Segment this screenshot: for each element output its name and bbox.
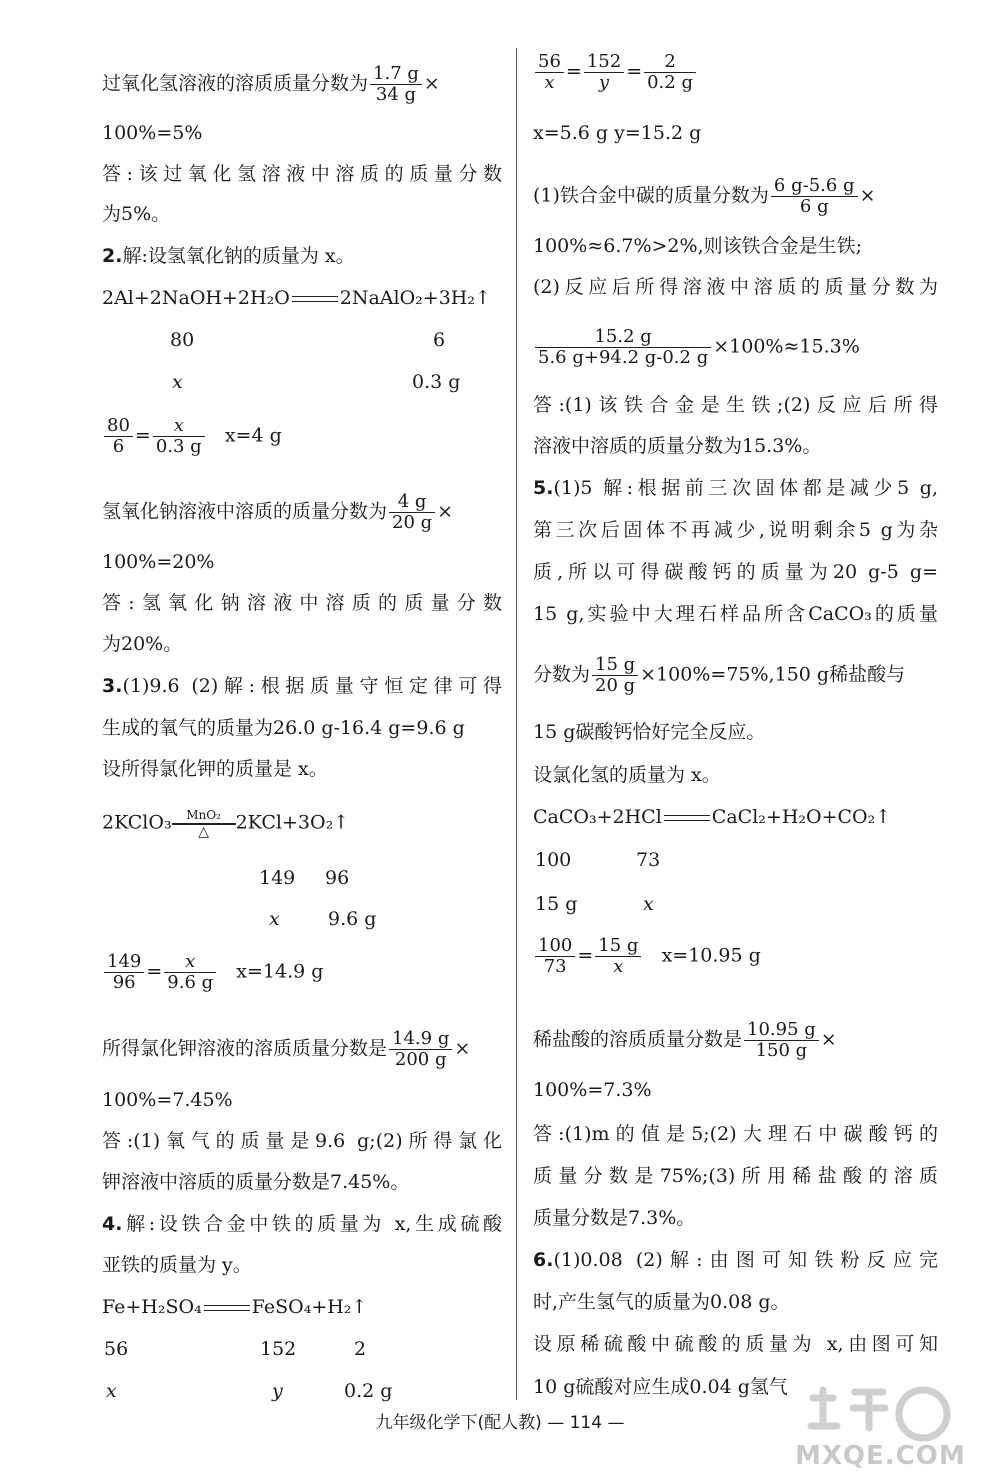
ratio-value: x [106,1380,117,1402]
proportion: $\frac{100}{73}$ = $\frac{15 g}{x}$ x=10.95 g [533,936,761,977]
ratio-value: 80 [170,329,195,351]
ratio-value: 0.2 g [344,1380,393,1402]
ratio-value: 6 [433,329,446,351]
text-line: 钾溶液中溶质的质量分数是7.45%。 [102,1171,410,1193]
ratio-value: x [172,371,183,393]
ratio-value: 73 [636,849,661,871]
fraction: $\frac{x}{9.6 g}$ [164,952,216,993]
ratio-value: 56 [104,1338,129,1360]
fraction: $\frac{149}{96}$ [104,952,144,993]
ratio-value: 149 [259,867,296,889]
question-4-heading: 4.解:设铁合金中铁的质量为 x,生成硫酸 [102,1213,502,1235]
text-line: 稀盐酸的溶质质量分数是 $\frac{10.95 g}{150 g}$ × [533,1019,837,1061]
proportion: $\frac{80}{6}$ = $\frac{x}{0.3 g}$ x=4 g [102,416,282,457]
text-line: 100%≈6.7%>2%,则该铁合金是生铁; [533,235,863,257]
text-line: 答:(1)m的值是5;(2)大理石中碳酸钙的 [533,1123,938,1145]
text-line: 10 g硫酸对应生成0.04 g氢气 [533,1376,788,1398]
text-line: 15 g,实验中大理石样品所含CaCO₃的质量 [533,603,938,625]
fraction: $\frac{2}{0.2 g}$ [644,52,696,93]
fraction: $\frac{10.95 g}{150 g}$ [744,1020,819,1061]
equals-sign [664,815,710,821]
text-line: 质量分数是75%;(3)所用稀盐酸的溶质 [533,1165,938,1187]
page-footer: 九年级化学下(配人教) — 114 — [375,1413,625,1433]
text-line: 质,所以可得碳酸钙的质量为20 g-5 g= [533,561,938,583]
chemical-equation: 2Al+2NaOH+2H₂O 2NaAlO₂+3H₂↑ [102,287,491,309]
text-line: 分数为 $\frac{15 g}{20 g}$ ×100%=75%,150 g稀盐酸与 [533,654,906,696]
equals-sign [292,296,338,302]
fraction: $\frac{15.2 g}{5.6 g+94.2 g-0.2 g}$ [535,327,711,368]
proportion: $\frac{149}{96}$ = $\frac{x}{9.6 g}$ x=14.9 g [102,952,323,993]
text-line: 100%=7.3% [533,1079,652,1101]
text-line: x=5.6 g y=15.2 g [533,122,702,144]
text-line: 15 g碳酸钙恰好完全反应。 [533,721,766,743]
text-line: 所得氯化钾溶液的溶质质量分数是 $\frac{14.9 g}{200 g}$ × [102,1028,471,1070]
text-line: 答:(1)氧气的质量是9.6 g;(2)所得氯化 [102,1130,502,1152]
question-5-heading: 5.(1)5 解:根据前三次固体都是减少5 g, [533,477,938,499]
reaction-condition: MnO₂ △ [172,808,236,839]
question-2-heading: 2.解:设氢氧化钠的质量为 x。 [102,245,355,267]
text-line: 时,产生氢气的质量为0.08 g。 [533,1291,790,1313]
watermark-text: MXQE.COM [795,1441,966,1471]
ratio-value: 100 [535,849,572,871]
question-6-heading: 6.(1)0.08 (2)解:由图可知铁粉反应完 [533,1249,938,1271]
text-line: 100%=5% [102,122,203,144]
fraction: $\frac{15 g}{x}$ [595,936,641,977]
text-line: 设所得氯化钾的质量是 x。 [102,758,328,780]
fraction: $\frac{152}{y}$ [584,52,624,93]
chemical-equation: Fe+H₂SO₄ FeSO₄+H₂↑ [102,1296,368,1318]
text-line: 亚铁的质量为 y。 [102,1254,252,1276]
text-line: 答:氢氧化钠溶液中溶质的质量分数 [102,592,502,614]
fraction: $\frac{100}{73}$ [535,936,575,977]
text-line: 生成的氧气的质量为26.0 g-16.4 g=9.6 g [102,717,465,739]
ratio-value: 15 g [535,893,578,915]
proportion: $\frac{56}{x}$ = $\frac{152}{y}$ = $\frac{2}{0.2 g}$ [533,52,698,93]
question-3-heading: 3.(1)9.6 (2)解:根据质量守恒定律可得 [102,675,502,697]
text-line: 答:(1)该铁合金是生铁;(2)反应后所得 [533,394,938,416]
ratio-value: 2 [354,1338,367,1360]
text-line: 设氯化氢的质量为 x。 [533,764,721,786]
text-line: 设原稀硫酸中硫酸的质量为 x,由图可知 [533,1333,938,1355]
chemical-equation: CaCO₃+2HCl CaCl₂+H₂O+CO₂↑ [533,806,892,828]
fraction: $\frac{6 g-5.6 g}{6 g}$ [771,176,858,217]
ratio-value: 152 [260,1338,297,1360]
text-line: 过氧化氢溶液的溶质质量分数为 $\frac{1.7 g}{34 g}$ × [102,63,440,105]
ratio-value: y [272,1380,283,1402]
text-line: 溶液中溶质的质量分数为15.3%。 [533,435,822,457]
fraction: $\frac{80}{6}$ [104,416,133,457]
ratio-value: x [269,908,280,930]
text-line: (1)铁合金中碳的质量分数为 $\frac{6 g-5.6 g}{6 g}$ × [533,175,876,217]
fraction: $\frac{56}{x}$ [535,52,564,93]
text-line: $\frac{15.2 g}{5.6 g+94.2 g-0.2 g}$ ×100%≈15.3% [533,327,860,368]
text-line: 氢氧化钠溶液中溶质的质量分数为 $\frac{4 g}{20 g}$ × [102,491,454,533]
text-line: 为20%。 [102,633,183,655]
ratio-value: x [643,893,654,915]
fraction: $\frac{1.7 g}{34 g}$ [370,64,422,105]
column-divider [516,48,517,1400]
fraction: $\frac{4 g}{20 g}$ [389,492,435,533]
text-line: 答:该过氧化氢溶液中溶质的质量分数 [102,163,502,185]
text-line: 为5%。 [102,203,171,225]
fraction: $\frac{15 g}{20 g}$ [592,655,638,696]
text-line: 100%=20% [102,551,215,573]
ratio-value: 9.6 g [328,908,377,930]
text-line: 第三次后固体不再减少,说明剩余5 g为杂 [533,519,938,541]
text-line: (2)反应后所得溶液中溶质的质量分数为 [533,276,938,298]
equals-sign [204,1305,250,1311]
text-line: 质量分数是7.3%。 [533,1207,696,1229]
fraction: $\frac{x}{0.3 g}$ [153,416,205,457]
ratio-value: 96 [325,867,350,889]
text-line: 100%=7.45% [102,1089,233,1111]
fraction: $\frac{14.9 g}{200 g}$ [389,1029,452,1070]
ratio-value: 0.3 g [412,371,461,393]
chemical-equation: 2KClO₃ MnO₂ △ 2KCl+3O₂↑ [102,808,350,840]
